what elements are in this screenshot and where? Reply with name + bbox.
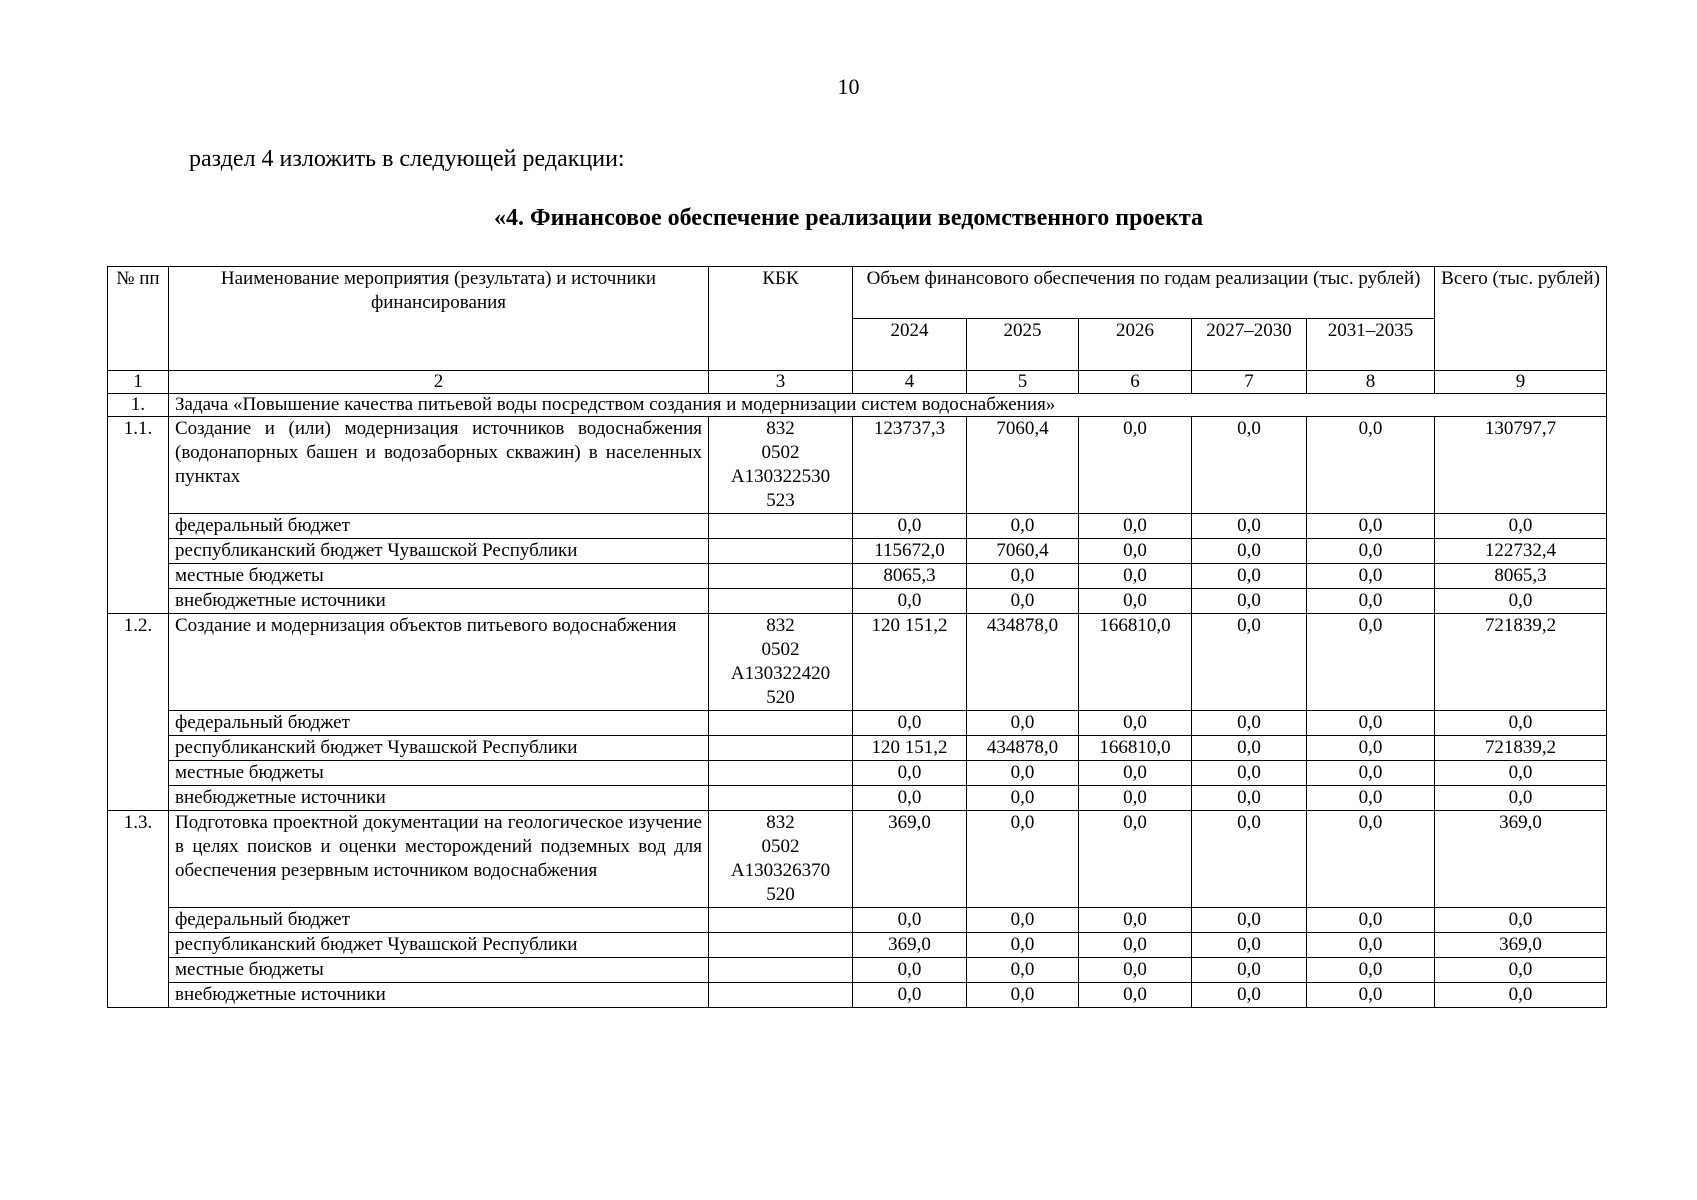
value-2026: 0,0 (1079, 564, 1192, 589)
value-2031-2035: 0,0 (1307, 539, 1435, 564)
column-numbers-row (108, 371, 1607, 394)
source-kbk-cell (709, 933, 853, 958)
source-row (108, 514, 1607, 539)
source-num-cell (108, 908, 169, 933)
financing-table (107, 266, 1607, 1008)
kbk-line: A130322530 (730, 466, 831, 487)
value-total: 0,0 (1435, 761, 1607, 786)
value-2025: 0,0 (967, 933, 1079, 958)
kbk-line: 520 (766, 884, 795, 905)
value-2024: 120 151,2 (853, 736, 967, 761)
value-2031-2035: 0,0 (1307, 514, 1435, 539)
section-title: «4. Финансовое обеспечение реализации ведомственного проекта (494, 205, 1203, 231)
value-2026: 0,0 (1079, 786, 1192, 811)
kbk-line: A130326370 (730, 860, 831, 881)
source-row (108, 958, 1607, 983)
item-kbk (709, 417, 853, 514)
value-total: 0,0 (1435, 589, 1607, 614)
source-kbk-cell (709, 983, 853, 1008)
source-kbk-cell (709, 761, 853, 786)
value-2026: 166810,0 (1079, 736, 1192, 761)
value-2027-2030: 0,0 (1192, 811, 1307, 908)
value-2025: 7060,4 (967, 417, 1079, 514)
column-number: 8 (1307, 371, 1435, 394)
kbk-line: 832 (766, 812, 795, 833)
value-2026: 0,0 (1079, 514, 1192, 539)
value-total: 0,0 (1435, 958, 1607, 983)
table-row (108, 614, 1607, 711)
source-kbk-cell (709, 908, 853, 933)
value-2024: 0,0 (853, 908, 967, 933)
source-kbk-cell (709, 539, 853, 564)
source-num-cell (108, 958, 169, 983)
source-kbk-cell (709, 736, 853, 761)
column-number: 4 (853, 371, 967, 394)
task-num: 1. (108, 394, 169, 417)
value-2024: 0,0 (853, 514, 967, 539)
value-2025: 0,0 (967, 711, 1079, 736)
source-row (108, 736, 1607, 761)
value-2025: 0,0 (967, 811, 1079, 908)
header-num: № пп (108, 267, 169, 371)
value-2025: 0,0 (967, 589, 1079, 614)
value-2024: 369,0 (853, 933, 967, 958)
header-year-2024: 2024 (853, 319, 967, 371)
value-total: 0,0 (1435, 514, 1607, 539)
column-number: 7 (1192, 371, 1307, 394)
value-2026: 0,0 (1079, 589, 1192, 614)
value-2027-2030: 0,0 (1192, 958, 1307, 983)
value-total: 130797,7 (1435, 417, 1607, 514)
items-body (108, 417, 1607, 1008)
source-row (108, 761, 1607, 786)
value-2025: 0,0 (967, 786, 1079, 811)
value-2031-2035: 0,0 (1307, 761, 1435, 786)
source-num-cell (108, 983, 169, 1008)
source-num-cell (108, 786, 169, 811)
value-2027-2030: 0,0 (1192, 539, 1307, 564)
source-name: республиканский бюджет Чувашской Республики (169, 933, 709, 958)
value-total: 0,0 (1435, 983, 1607, 1008)
column-number: 9 (1435, 371, 1607, 394)
task-row (108, 394, 1607, 417)
value-2027-2030: 0,0 (1192, 736, 1307, 761)
value-2027-2030: 0,0 (1192, 933, 1307, 958)
value-2031-2035: 0,0 (1307, 736, 1435, 761)
table-row (108, 417, 1607, 514)
source-row (108, 786, 1607, 811)
header-year-2026: 2026 (1079, 319, 1192, 371)
value-2024: 0,0 (853, 761, 967, 786)
value-2027-2030: 0,0 (1192, 564, 1307, 589)
value-total: 369,0 (1435, 933, 1607, 958)
source-name: федеральный бюджет (169, 514, 709, 539)
source-name: внебюджетные источники (169, 589, 709, 614)
item-name: Подготовка проектной документации на геологическое изучение в целях поисков и оценки месторождений подземных вод для обеспечения резервным источником водоснабжения (169, 811, 709, 908)
source-num-cell (108, 736, 169, 761)
value-2025: 0,0 (967, 983, 1079, 1008)
value-2031-2035: 0,0 (1307, 589, 1435, 614)
task-text: Задача «Повышение качества питьевой воды посредством создания и модернизации систем водоснабжения» (169, 394, 1607, 417)
column-number: 5 (967, 371, 1079, 394)
source-kbk-cell (709, 786, 853, 811)
source-name: республиканский бюджет Чувашской Республики (169, 539, 709, 564)
value-2026: 0,0 (1079, 983, 1192, 1008)
kbk-line: 0502 (761, 639, 800, 660)
value-2031-2035: 0,0 (1307, 711, 1435, 736)
value-2027-2030: 0,0 (1192, 908, 1307, 933)
source-name: внебюджетные источники (169, 786, 709, 811)
source-kbk-cell (709, 958, 853, 983)
value-2027-2030: 0,0 (1192, 614, 1307, 711)
value-2024: 123737,3 (853, 417, 967, 514)
source-row (108, 589, 1607, 614)
value-2026: 0,0 (1079, 811, 1192, 908)
value-2024: 8065,3 (853, 564, 967, 589)
value-2026: 0,0 (1079, 908, 1192, 933)
source-name: республиканский бюджет Чувашской Республики (169, 736, 709, 761)
value-2031-2035: 0,0 (1307, 933, 1435, 958)
value-total: 0,0 (1435, 786, 1607, 811)
item-name: Создание и (или) модернизация источников водоснабжения (водонапорных башен и водозаборных скважин) в населенных пунктах (169, 417, 709, 514)
source-kbk-cell (709, 564, 853, 589)
source-num-cell (108, 514, 169, 539)
value-2025: 0,0 (967, 958, 1079, 983)
item-num: 1.1. (108, 417, 169, 514)
intro-text: раздел 4 изложить в следующей редакции: (189, 146, 625, 172)
value-2027-2030: 0,0 (1192, 761, 1307, 786)
value-2026: 0,0 (1079, 933, 1192, 958)
value-2027-2030: 0,0 (1192, 589, 1307, 614)
value-2031-2035: 0,0 (1307, 908, 1435, 933)
value-2025: 434878,0 (967, 736, 1079, 761)
source-num-cell (108, 539, 169, 564)
source-row (108, 983, 1607, 1008)
value-2026: 0,0 (1079, 539, 1192, 564)
kbk-line: 832 (766, 418, 795, 439)
value-2025: 7060,4 (967, 539, 1079, 564)
value-total: 0,0 (1435, 711, 1607, 736)
page-number: 10 (837, 74, 860, 99)
value-2031-2035: 0,0 (1307, 786, 1435, 811)
item-num: 1.2. (108, 614, 169, 711)
value-2024: 369,0 (853, 811, 967, 908)
value-2031-2035: 0,0 (1307, 983, 1435, 1008)
header-volume: Объем финансового обеспечения по годам реализации (тыс. рублей) (853, 267, 1435, 319)
header-kbk: КБК (709, 267, 853, 371)
item-kbk (709, 811, 853, 908)
value-total: 8065,3 (1435, 564, 1607, 589)
value-total: 721839,2 (1435, 736, 1607, 761)
value-2027-2030: 0,0 (1192, 786, 1307, 811)
source-num-cell (108, 711, 169, 736)
source-num-cell (108, 761, 169, 786)
value-2026: 0,0 (1079, 417, 1192, 514)
source-name: местные бюджеты (169, 958, 709, 983)
value-2024: 0,0 (853, 589, 967, 614)
source-kbk-cell (709, 514, 853, 539)
value-2027-2030: 0,0 (1192, 983, 1307, 1008)
value-2025: 434878,0 (967, 614, 1079, 711)
value-2026: 0,0 (1079, 761, 1192, 786)
value-2026: 166810,0 (1079, 614, 1192, 711)
value-total: 721839,2 (1435, 614, 1607, 711)
value-2024: 0,0 (853, 983, 967, 1008)
value-total: 122732,4 (1435, 539, 1607, 564)
value-2024: 0,0 (853, 786, 967, 811)
value-2025: 0,0 (967, 908, 1079, 933)
value-2027-2030: 0,0 (1192, 514, 1307, 539)
value-total: 369,0 (1435, 811, 1607, 908)
source-kbk-cell (709, 711, 853, 736)
source-name: федеральный бюджет (169, 711, 709, 736)
column-number: 6 (1079, 371, 1192, 394)
source-row (108, 564, 1607, 589)
column-number: 2 (169, 371, 709, 394)
value-2024: 0,0 (853, 958, 967, 983)
source-kbk-cell (709, 589, 853, 614)
kbk-line: 0502 (761, 442, 800, 463)
source-name: местные бюджеты (169, 564, 709, 589)
source-num-cell (108, 933, 169, 958)
header-year-2025: 2025 (967, 319, 1079, 371)
value-2025: 0,0 (967, 564, 1079, 589)
header-name: Наименование мероприятия (результата) и источники финансирования (169, 267, 709, 371)
source-row (108, 908, 1607, 933)
source-name: местные бюджеты (169, 761, 709, 786)
item-num: 1.3. (108, 811, 169, 908)
header-year-2027-2030: 2027–2030 (1192, 319, 1307, 371)
value-2026: 0,0 (1079, 958, 1192, 983)
source-row (108, 711, 1607, 736)
source-name: федеральный бюджет (169, 908, 709, 933)
kbk-line: 0502 (761, 836, 800, 857)
value-2025: 0,0 (967, 514, 1079, 539)
value-2024: 0,0 (853, 711, 967, 736)
value-2025: 0,0 (967, 761, 1079, 786)
source-num-cell (108, 564, 169, 589)
item-name: Создание и модернизация объектов питьевого водоснабжения (169, 614, 709, 711)
source-num-cell (108, 589, 169, 614)
value-2024: 115672,0 (853, 539, 967, 564)
kbk-line: 523 (766, 490, 795, 511)
item-kbk (709, 614, 853, 711)
value-2031-2035: 0,0 (1307, 958, 1435, 983)
value-2031-2035: 0,0 (1307, 417, 1435, 514)
source-row (108, 539, 1607, 564)
value-2027-2030: 0,0 (1192, 711, 1307, 736)
value-2024: 120 151,2 (853, 614, 967, 711)
value-total: 0,0 (1435, 908, 1607, 933)
kbk-line: 520 (766, 687, 795, 708)
source-name: внебюджетные источники (169, 983, 709, 1008)
source-row (108, 933, 1607, 958)
table-row (108, 811, 1607, 908)
header-year-2031-2035: 2031–2035 (1307, 319, 1435, 371)
column-number: 3 (709, 371, 853, 394)
value-2027-2030: 0,0 (1192, 417, 1307, 514)
kbk-line: 832 (766, 615, 795, 636)
kbk-line: A130322420 (730, 663, 831, 684)
value-2031-2035: 0,0 (1307, 614, 1435, 711)
value-2031-2035: 0,0 (1307, 811, 1435, 908)
value-2031-2035: 0,0 (1307, 564, 1435, 589)
header-total: Всего (тыс. рублей) (1435, 267, 1607, 371)
column-number: 1 (108, 371, 169, 394)
value-2026: 0,0 (1079, 711, 1192, 736)
